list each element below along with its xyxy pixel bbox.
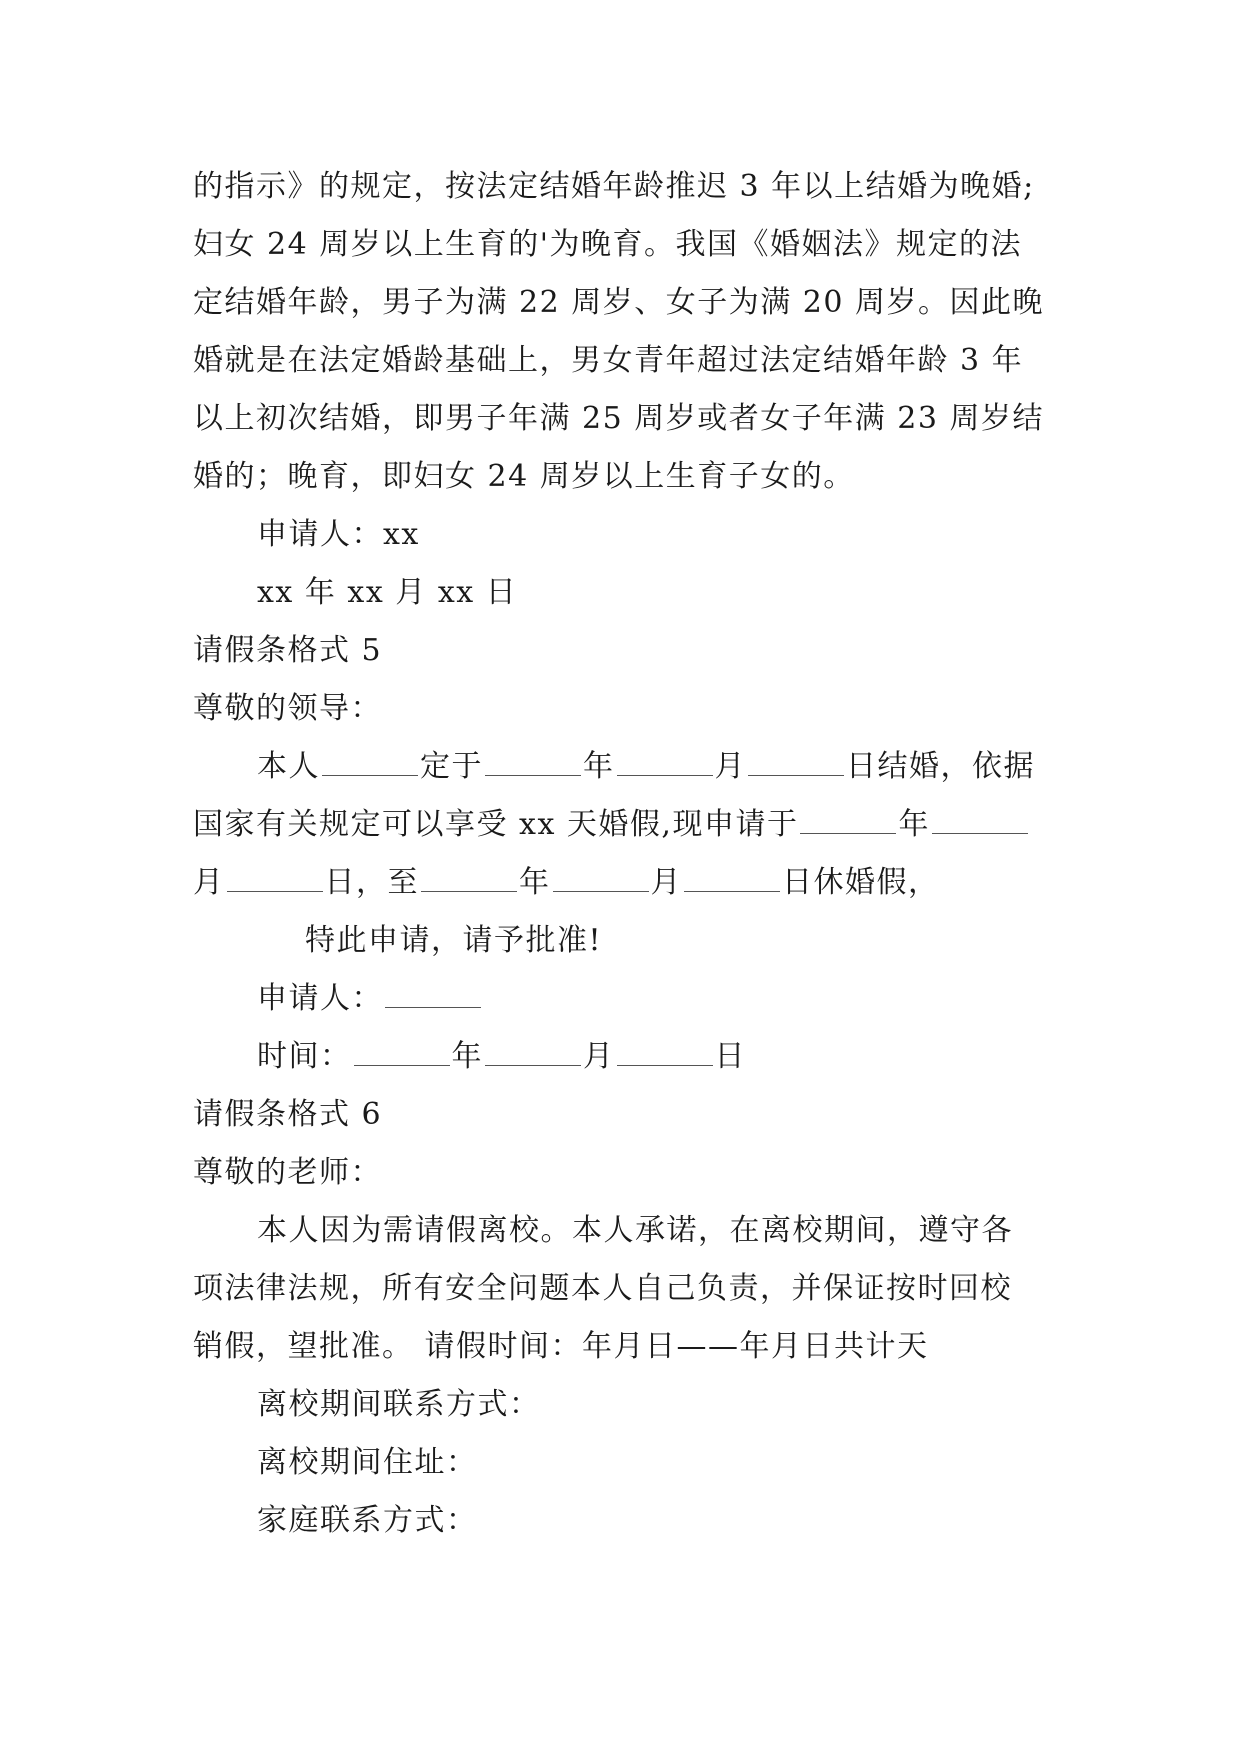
- text-segment: 日结婚，依据: [846, 749, 1035, 784]
- family-contact-line: 家庭联系方式：: [257, 1503, 478, 1538]
- paragraph-line: 以上初次结婚，即男子年满 25 周岁或者女子年满 23 周岁结: [193, 401, 1044, 436]
- salutation: 尊敬的老师：: [193, 1155, 382, 1190]
- closing-line: 特此申请，请予批准!: [305, 923, 603, 958]
- leave-body-line: [193, 738, 1053, 796]
- text-segment: 日休婚假，: [782, 865, 940, 900]
- leave-body-line: [193, 854, 1053, 912]
- paragraph-line: 项法律法规，所有安全问题本人自己负责，并保证按时回校: [193, 1271, 1012, 1306]
- text-segment: 定于: [420, 749, 483, 784]
- text-segment: 月: [583, 1039, 615, 1074]
- applicant-line: [193, 970, 1053, 1028]
- contact-line: 离校期间联系方式：: [257, 1387, 541, 1422]
- time-label: 时间：: [257, 1039, 352, 1074]
- blank-field: [385, 977, 481, 1008]
- text-segment: 年: [451, 1039, 483, 1074]
- blank-field: [617, 745, 713, 776]
- text-segment: 国家有关规定可以享受 xx 天婚假,现申请于: [193, 807, 799, 842]
- paragraph-line: 的指示》的规定，按法定结婚年龄推迟 3 年以上结婚为晚婚;: [193, 169, 1035, 204]
- blank-field: [748, 745, 844, 776]
- paragraph-line: 妇女 24 周岁以上生育的'为晚育。我国《婚姻法》规定的法: [193, 227, 1022, 262]
- text-segment: 本人: [257, 749, 320, 784]
- text-segment: 年: [898, 807, 930, 842]
- text-segment: 年: [583, 749, 615, 784]
- blank-field: [227, 861, 323, 892]
- paragraph-line: 销假，望批准。 请假时间：年月日——年月日共计天: [193, 1329, 929, 1364]
- leave-body-line: [193, 796, 1053, 854]
- date-line: xx 年 xx 月 xx 日: [257, 575, 518, 610]
- section-heading-format5: 请假条格式 5: [193, 633, 383, 668]
- blank-field: [553, 861, 649, 892]
- blank-field: [684, 861, 780, 892]
- blank-field: [485, 1035, 581, 1066]
- text-segment: 年: [519, 865, 551, 900]
- paragraph-line: 婚的；晚育，即妇女 24 周岁以上生育子女的。: [193, 459, 855, 494]
- applicant-line: 申请人：xx: [257, 517, 420, 552]
- text-segment: 日，至: [324, 865, 419, 900]
- blank-field: [354, 1035, 450, 1066]
- salutation: 尊敬的领导：: [193, 691, 382, 726]
- section-heading-format6: 请假条格式 6: [193, 1097, 383, 1132]
- paragraph-line: 本人因为需请假离校。本人承诺，在离校期间，遵守各: [257, 1213, 1013, 1248]
- blank-field: [800, 803, 896, 834]
- text-segment: 月: [714, 749, 746, 784]
- blank-field: [617, 1035, 713, 1066]
- blank-field: [932, 803, 1028, 834]
- paragraph-line: 定结婚年龄，男子为满 22 周岁、女子为满 20 周岁。因此晚: [193, 285, 1044, 320]
- blank-field: [322, 745, 418, 776]
- applicant-label: 申请人：: [257, 981, 383, 1016]
- paragraph-line: 婚就是在法定婚龄基础上，男女青年超过法定结婚年龄 3 年: [193, 343, 1024, 378]
- text-segment: 日: [714, 1039, 746, 1074]
- time-line: [193, 1028, 1053, 1086]
- address-line: 离校期间住址：: [257, 1445, 478, 1480]
- document-body: [193, 158, 1053, 1550]
- text-segment: 月: [193, 865, 225, 900]
- blank-field: [485, 745, 581, 776]
- blank-field: [421, 861, 517, 892]
- text-segment: 月: [650, 865, 682, 900]
